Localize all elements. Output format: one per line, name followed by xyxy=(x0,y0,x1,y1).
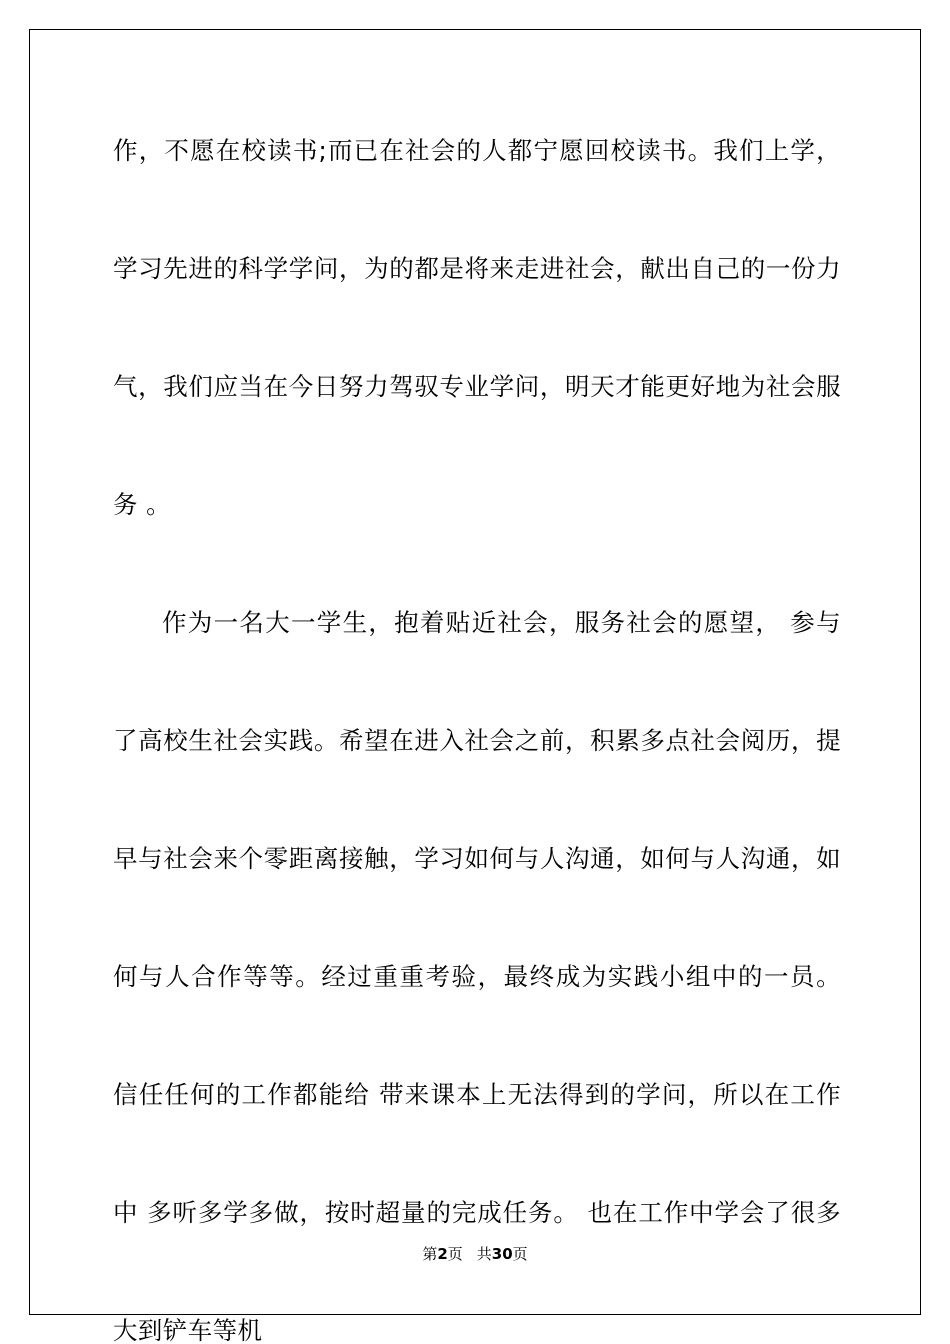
footer-total-prefix: 共 xyxy=(476,1245,492,1263)
footer-page-suffix: 页 xyxy=(447,1245,463,1263)
paragraph-2: 作为一名大一学生，抱着贴近社会，服务社会的愿望， 参与了高校生社会实践。希望在进入社会之前，积累多点社会阅历，提早与社会来个零距离接触，学习如何与人沟通，如何与人沟通，如何与人合作等等。经过重重考验，最终成为实践小组中的一员。 信任任何的工作都能给 带来课本上无法得到的学问，所以在工作中 多听多学多做，按时超量的完成任务。 也在工作中学会了很多大到铲车等机 xyxy=(113,608,850,1344)
footer-total-suffix: 页 xyxy=(512,1245,528,1263)
page-content xyxy=(113,92,850,1344)
footer-page-number: 2 xyxy=(437,1245,448,1263)
paragraph-1: 作，不愿在校读书;而已在社会的人都宁愿回校读书。我们上学，学习先进的科学学问，为的都是将来走进社会，献出自己的一份力气，我们应当在今日努力驾驭专业学问，明天才能更好地为社会服务 。 xyxy=(113,136,841,519)
footer-page-prefix: 第 xyxy=(422,1245,438,1263)
page-footer xyxy=(0,1243,950,1264)
footer-total-number: 30 xyxy=(491,1245,513,1263)
